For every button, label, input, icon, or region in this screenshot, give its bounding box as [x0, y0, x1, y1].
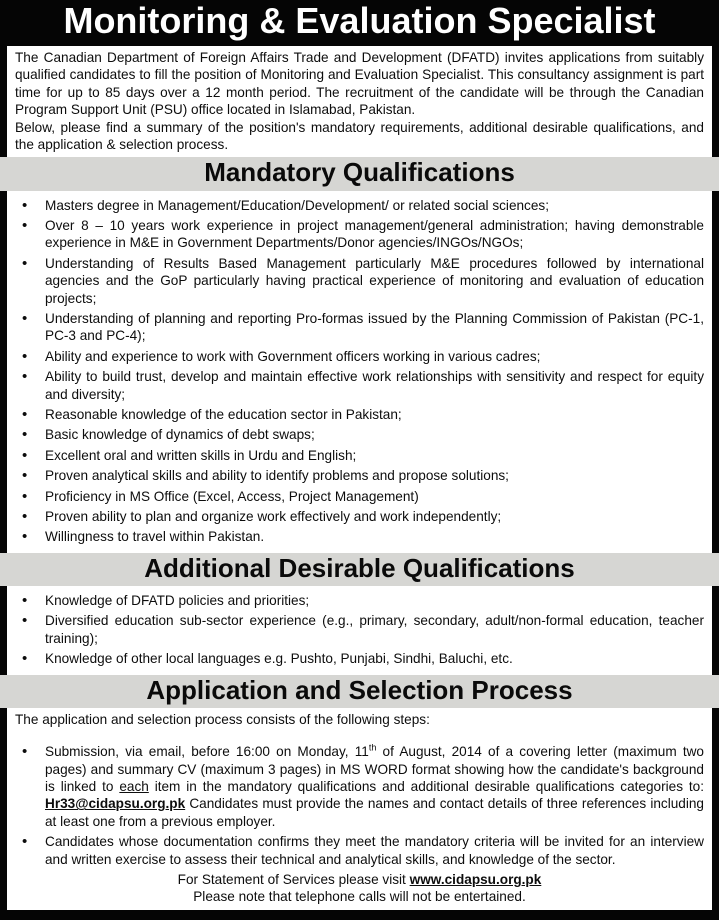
text-segment: th: [368, 742, 377, 753]
bullet-item: [15, 197, 704, 214]
bullet-item: [15, 447, 704, 464]
mandatory-qualifications-list: [15, 197, 704, 546]
text-segment: Diversified education sub-sector experience (e.g., primary, secondary, adult/non-formal education, teacher training);: [45, 613, 704, 646]
text-segment: Knowledge of other local languages e.g. Pushto, Punjabi, Sindhi, Baluchi, etc.: [45, 651, 513, 667]
text-segment: For Statement of Services please visit: [177, 871, 410, 887]
section-heading-application-selection-process: Application and Selection Process: [0, 675, 719, 708]
text-segment: Willingness to travel within Pakistan.: [45, 529, 265, 545]
telephone-note-line: Please note that telephone calls will not be entertained.: [193, 889, 526, 905]
text-segment: Reasonable knowledge of the education sector in Pakistan;: [45, 406, 402, 422]
intro-paragraph-1: The Canadian Department of Foreign Affairs Trade and Development (DFATD) invites applications from suitably qualified candidates to fill the position of Monitoring and Evaluation Specialist. This consultancy assignment is part time for up to 85 days over a 12 month period. The recruitment of the candidate will be through the Canadian Program Support Unit (PSU) office located in Islamabad, Pakistan.: [15, 50, 704, 118]
text-segment: Candidates must provide the names and contact details of three references including at least one from a previous employer.: [45, 796, 704, 829]
text-segment: Ability and experience to work with Government officers working in various cadres;: [45, 348, 541, 364]
text-segment: Proven analytical skills and ability to identify problems and propose solutions;: [45, 468, 509, 484]
section-heading-mandatory-qualifications: Mandatory Qualifications: [0, 157, 719, 190]
bullet-item: [15, 488, 704, 505]
bullet-item: [15, 743, 704, 830]
bottom-border-bar: [0, 910, 719, 920]
statement-of-services-line: [15, 871, 704, 888]
bullet-item: [15, 255, 704, 307]
application-process-lead: The application and selection process consists of the following steps:: [15, 711, 430, 727]
bullet-item: [15, 406, 704, 423]
intro-paragraph-2: Below, please find a summary of the position's mandatory requirements, additional desirable qualifications, and the application & selection process.: [15, 119, 704, 152]
bullet-item: [15, 467, 704, 484]
text-segment: Over 8 – 10 years work experience in project management/general administration; having demonstrable experience in M&E in Government Departments/Donor agencies/INGOs/NGOs;: [45, 218, 704, 251]
mandatory-qualifications-section: [0, 191, 719, 553]
bullet-item: [15, 426, 704, 443]
text-segment: Ability to build trust, develop and maintain effective work relationships with sensitivity and respect for equity and diversity;: [45, 369, 704, 402]
bullet-item: [15, 833, 704, 868]
text-segment: Candidates whose documentation confirms they meet the mandatory criteria will be invited for an interview and written exercise to assess their technical and analytical skills, and knowledge of the sector.: [45, 834, 704, 867]
bullet-item: [15, 217, 704, 252]
text-segment: Masters degree in Management/Education/Development/ or related social sciences;: [45, 197, 549, 213]
text-segment: Understanding of planning and reporting Pro-formas issued by the Planning Commission of Pakistan (PC-1, PC-3 and PC-4);: [45, 310, 704, 344]
bullet-item: [15, 650, 704, 667]
bullet-item: [15, 592, 704, 609]
intro-section: [0, 46, 719, 157]
text-segment: Excellent oral and written skills in Urdu and English;: [45, 447, 357, 463]
application-process-list: [15, 743, 704, 868]
text-segment: Proficiency in MS Office (Excel, Access, Project Management): [45, 488, 419, 504]
text-segment: Submission, via email, before 16:00 on Monday, 11: [45, 744, 369, 760]
text-segment: item in the mandatory qualifications and additional desirable qualifications categories to:: [148, 779, 704, 794]
text-segment: Knowledge of DFATD policies and priorities;: [45, 592, 310, 608]
bullet-item: [15, 310, 704, 345]
website-url: www.cidapsu.org.pk: [409, 871, 542, 887]
text-segment: Proven ability to plan and organize work effectively and work independently;: [45, 508, 502, 524]
text-segment: of August, 2014 of a covering letter (maximum two pages) and summary CV (maximum 3 pages) in MS WORD format showing how the candidate's background is linked to: [45, 744, 704, 794]
bullet-item: [15, 528, 704, 545]
additional-desirable-qualifications-section: [0, 586, 719, 675]
text-segment: each: [119, 779, 149, 794]
bullet-item: [15, 348, 704, 365]
bullet-item: [15, 508, 704, 525]
text-segment: Understanding of Results Based Management particularly M&E procedures followed by international agencies and the GoP particularly having practical experience of monitoring and evaluation of education projects;: [45, 255, 704, 306]
email-address: Hr33@cidapsu.org.pk: [45, 796, 186, 812]
bullet-item: [15, 612, 704, 647]
application-selection-process-section: [0, 708, 719, 910]
section-heading-additional-desirable-qualifications: Additional Desirable Qualifications: [0, 553, 719, 586]
page-title: Monitoring & Evaluation Specialist: [0, 0, 719, 46]
bullet-item: [15, 368, 704, 403]
text-segment: Basic knowledge of dynamics of debt swaps;: [45, 427, 315, 443]
additional-desirable-qualifications-list: [15, 592, 704, 668]
